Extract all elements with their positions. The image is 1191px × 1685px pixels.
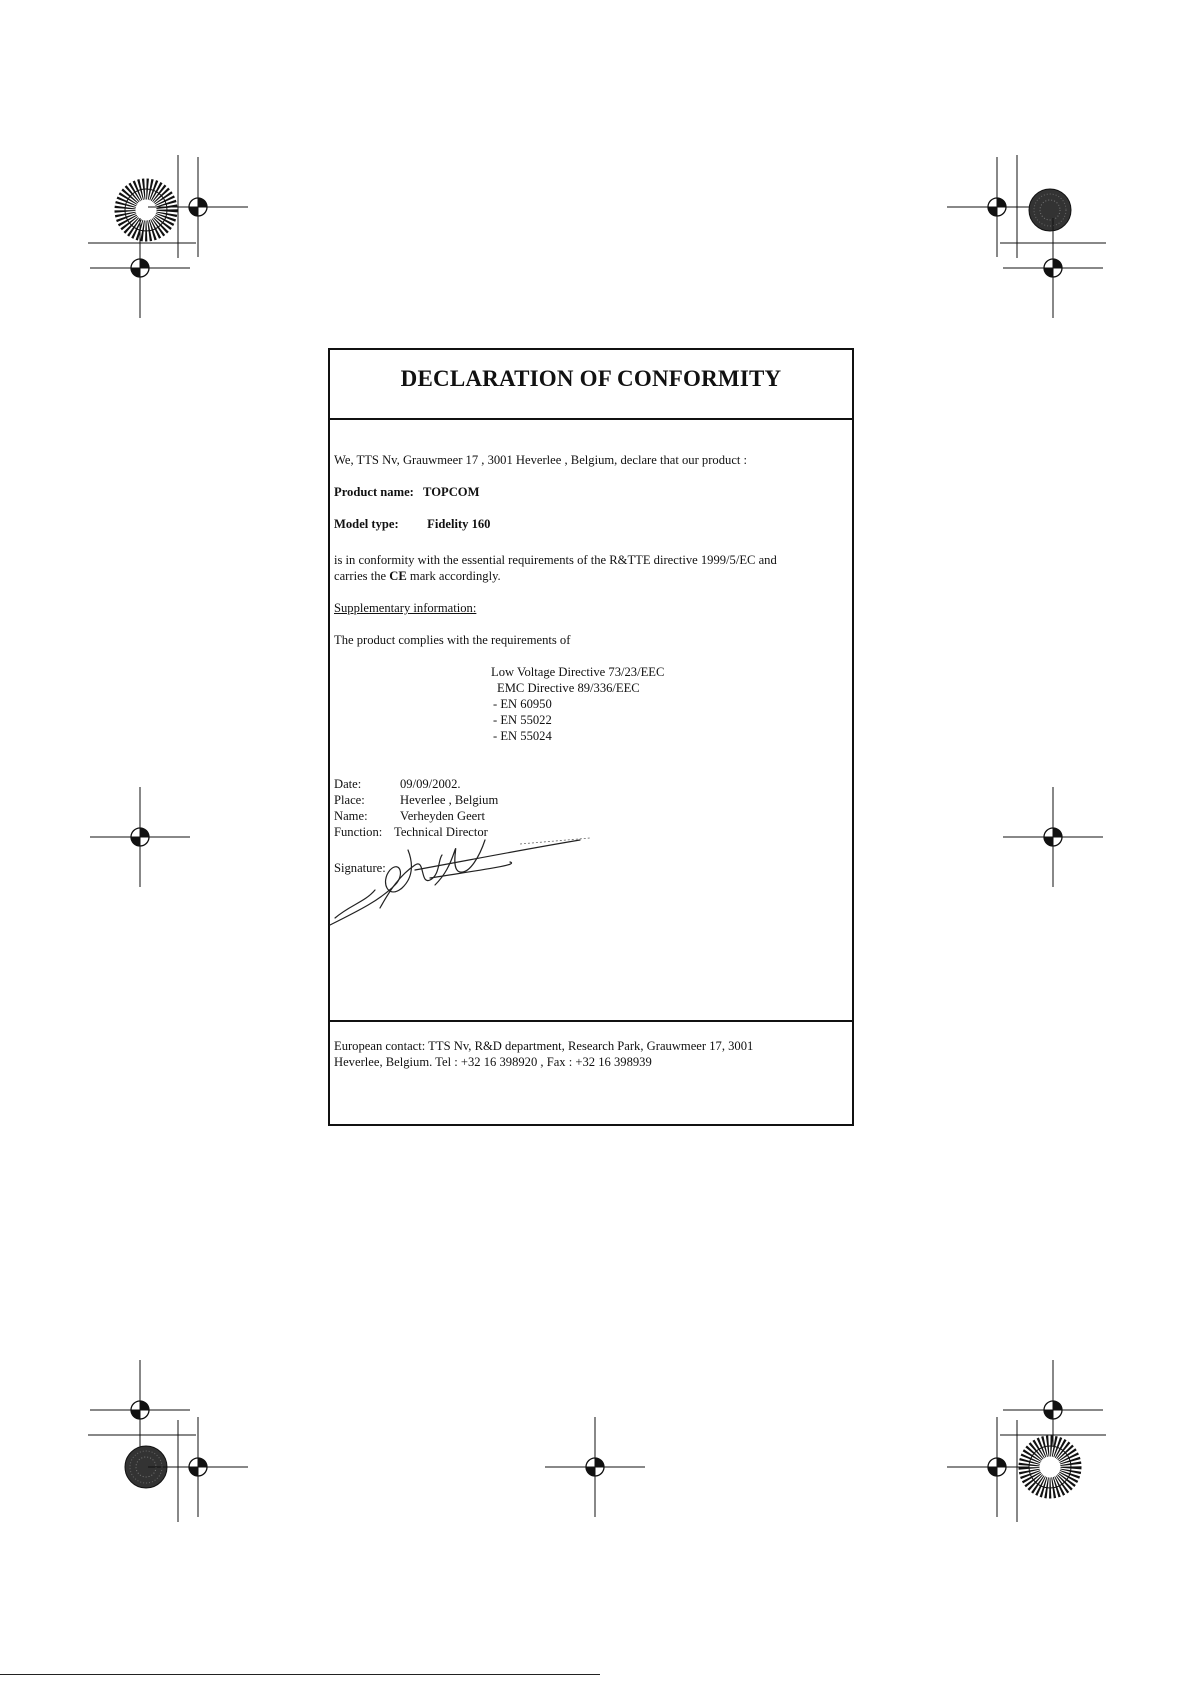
date-line (334, 776, 461, 792)
model-type-label: Model type: (334, 517, 399, 531)
directive-item: EMC Directive 89/336/EEC (497, 681, 640, 695)
model-type-value: Fidelity 160 (427, 517, 491, 531)
directive-item: - EN 55022 (493, 713, 552, 727)
complies-text: The product complies with the requirements of (334, 633, 571, 647)
date-label: Date: (334, 777, 362, 791)
date-value: 09/09/2002. (400, 777, 461, 791)
conformity-line-2 (334, 568, 501, 584)
conformity-text-post: mark accordingly. (406, 569, 501, 583)
declaration-title: DECLARATION OF CONFORMITY (330, 350, 852, 420)
directive-item: - EN 55024 (493, 729, 552, 743)
intro-text: We, TTS Nv, Grauwmeer 17 , 3001 Heverlee , Belgium, declare that our product : (334, 453, 748, 467)
directive-item: Low Voltage Directive 73/23/EEC (491, 665, 665, 679)
supplementary-heading: Supplementary information: (334, 601, 477, 615)
product-name-line (334, 484, 479, 500)
name-value: Verheyden Geert (400, 809, 485, 823)
function-label: Function: (334, 825, 383, 839)
model-type-line (334, 516, 490, 532)
place-label: Place: (334, 793, 365, 807)
function-value: Technical Director (394, 825, 488, 839)
name-line (334, 808, 485, 824)
handwritten-signature (320, 830, 600, 930)
page-bottom-rule (0, 1674, 600, 1675)
directive-item: - EN 60950 (493, 697, 552, 711)
place-value: Heverlee , Belgium (400, 793, 499, 807)
contact-line-2: Heverlee, Belgium. Tel : +32 16 398920 , Fax : +32 16 398939 (334, 1055, 652, 1069)
name-label: Name: (334, 809, 368, 823)
contact-divider (330, 1020, 852, 1022)
signature-label: Signature: (334, 861, 386, 875)
declaration-box (328, 348, 854, 1126)
contact-line-1: European contact: TTS Nv, R&D department, Research Park, Grauwmeer 17, 3001 (334, 1039, 754, 1053)
conformity-text-pre: carries the (334, 569, 390, 583)
ce-mark-text: CE (389, 569, 407, 583)
product-name-value: TOPCOM (423, 485, 480, 499)
product-name-label: Product name: (334, 485, 414, 499)
conformity-line-1: is in conformity with the essential requirements of the R&TTE directive 1999/5/EC and (334, 553, 777, 567)
place-line (334, 792, 498, 808)
